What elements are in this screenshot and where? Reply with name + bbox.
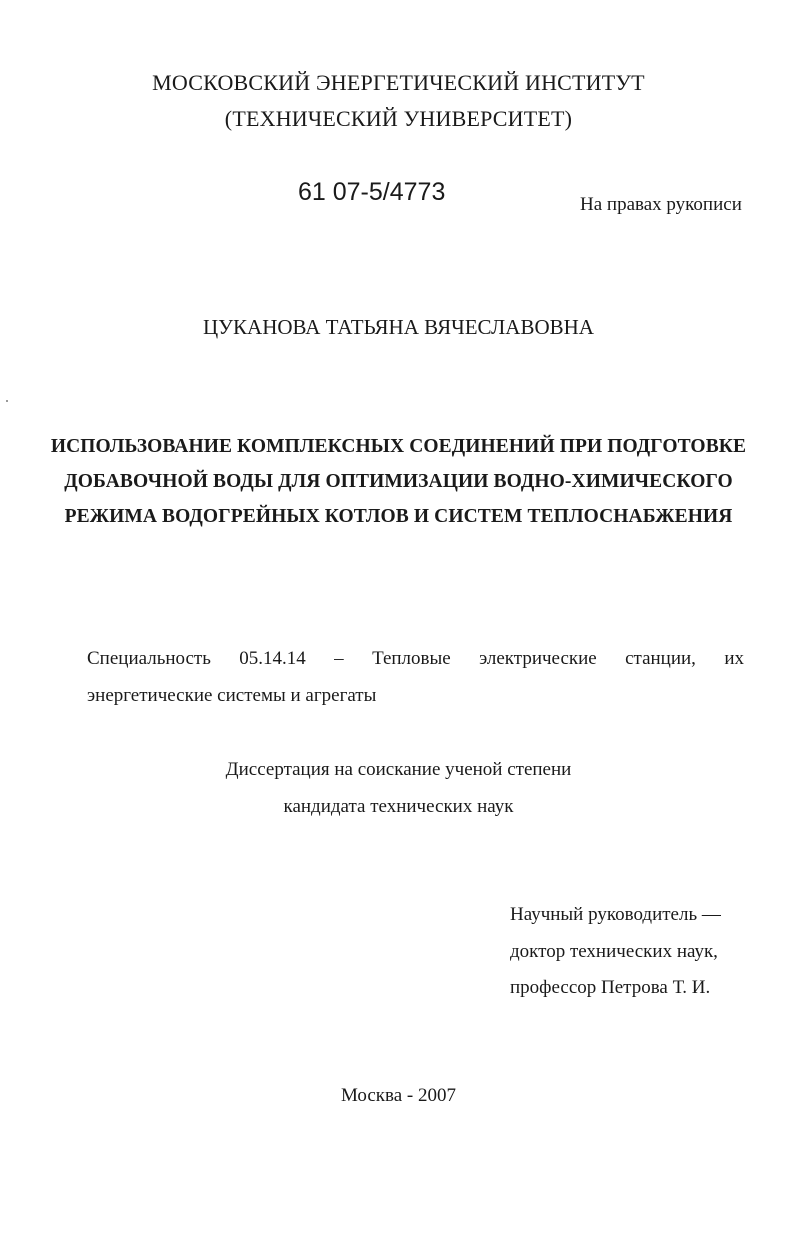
advisor-label: Научный руководитель — <box>510 904 721 925</box>
author-name: ЦУКАНОВА ТАТЬЯНА ВЯЧЕСЛАВОВНА <box>203 315 594 339</box>
thesis-title-line-1: ИСПОЛЬЗОВАНИЕ КОМПЛЕКСНЫХ СОЕДИНЕНИЙ ПРИ ПОДГОТОВКЕ <box>50 436 747 457</box>
thesis-title-line-2: ДОБАВОЧНОЙ ВОДЫ ДЛЯ ОПТИМИЗАЦИИ ВОДНО-ХИМИЧЕСКОГО <box>64 471 733 492</box>
dissertation-degree-line-1: Диссертация на соискание ученой степени <box>225 759 572 780</box>
thesis-title-line-3: РЕЖИМА ВОДОГРЕЙНЫХ КОТЛОВ И СИСТЕМ ТЕПЛОСНАБЖЕНИЯ <box>64 506 733 527</box>
rights-note: На правах рукописи <box>580 194 742 215</box>
city-year: Москва - 2007 <box>340 1085 457 1106</box>
institute-subtitle: (ТЕХНИЧЕСКИЙ УНИВЕРСИТЕТ) <box>224 106 573 131</box>
institute-name: МОСКОВСКИЙ ЭНЕРГЕТИЧЕСКИЙ ИНСТИТУТ <box>152 70 645 95</box>
specialty-line-1: Специальность 05.14.14 – Тепловые электрические станции, их <box>87 648 744 669</box>
dissertation-degree-line-2: кандидата технических наук <box>283 796 514 817</box>
advisor-degree: доктор технических наук, <box>510 941 718 962</box>
specialty-line-2: энергетические системы и агрегаты <box>87 685 377 706</box>
advisor-name: профессор Петрова Т. И. <box>510 977 711 998</box>
library-stamp-number: 61 07-5/4773 <box>298 178 446 206</box>
scan-speck <box>6 400 8 402</box>
